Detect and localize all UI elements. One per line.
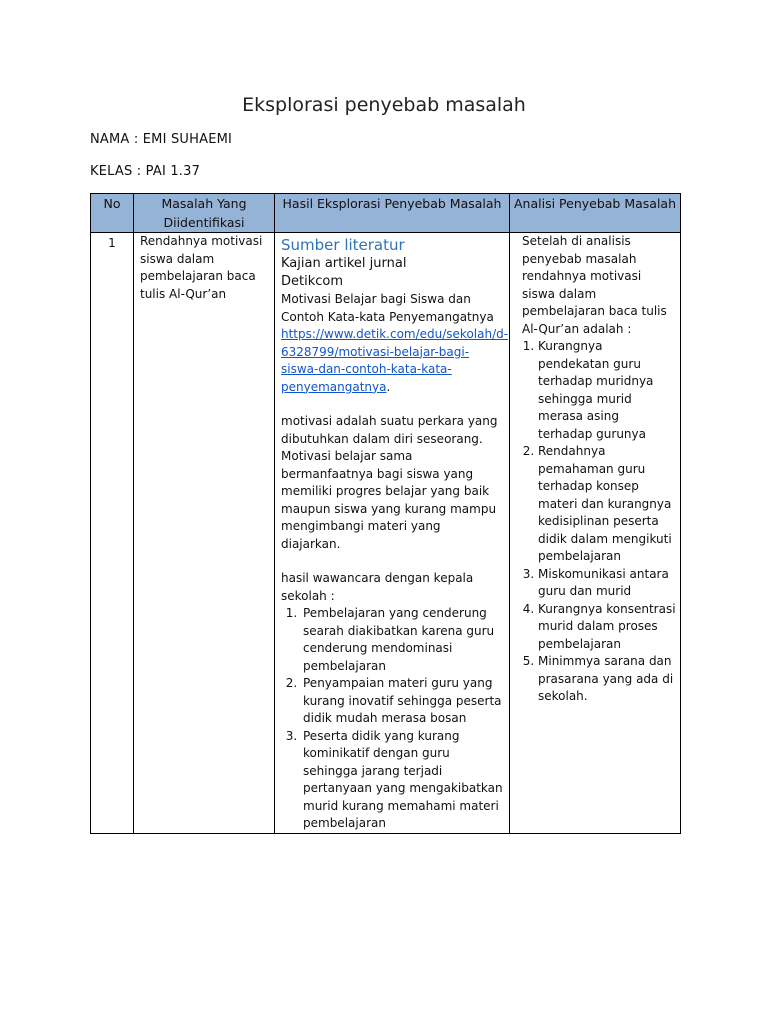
list-item: 1. Pembelajaran yang cenderung searah diakibatkan karena guru cenderung mendominasi pembelajaran — [301, 605, 503, 675]
header-no: No — [91, 194, 134, 233]
cell-masalah: Rendahnya motivasi siswa dalam pembelajaran baca tulis Al-Qur’an — [134, 233, 275, 834]
student-name: NAMA : EMI SUHAEMI — [90, 132, 233, 147]
problem-exploration-table — [90, 193, 681, 834]
student-class: KELAS : PAI 1.37 — [90, 164, 201, 179]
source-type: Kajian artikel jurnal — [281, 256, 407, 271]
interview-intro: hasil wawancara dengan kepala sekolah : — [281, 571, 474, 603]
article-link[interactable]: https://www.detik.com/edu/sekolah/d-6328799/motivasi-belajar-bagi-siswa-dan-contoh-kata-kata-penyemangatnya — [281, 327, 509, 394]
source-heading: Sumber literatur — [281, 236, 405, 254]
header-masalah: Masalah Yang Diidentifikasi — [134, 194, 275, 233]
table-row — [91, 233, 681, 834]
analysis-list — [516, 338, 676, 706]
list-item: 3. Miskomunikasi antara guru dan murid — [538, 566, 676, 601]
article-title: Motivasi Belajar bagi Siswa dan Contoh Kata-kata Penyemangatnya — [281, 292, 494, 324]
list-item: 3. Peserta didik yang kurang kominikatif dengan guru sehingga jarang terjadi pertanyaan yang mengakibatkan murid kurang memahami materi pembelajaran — [301, 728, 503, 833]
link-period: . — [386, 379, 391, 394]
document-title: Eksplorasi penyebab masalah — [242, 94, 526, 116]
analysis-intro: Setelah di analisis penyebab masalah rendahnya motivasi siswa dalam pembelajaran baca tulis Al-Qur’an adalah : — [522, 234, 667, 336]
spacer — [281, 396, 503, 413]
cell-analisi — [510, 233, 681, 834]
cell-no: 1 — [91, 233, 134, 834]
list-item: 1. Kurangnya pendekatan guru terhadap muridnya sehingga murid merasa asing terhadap gurunya — [538, 338, 676, 443]
table-header-row — [91, 194, 681, 233]
header-hasil: Hasil Eksplorasi Penyebab Masalah — [275, 194, 510, 233]
source-name: Detikcom — [281, 274, 344, 289]
header-analisi: Analisi Penyebab Masalah — [510, 194, 681, 233]
motivation-summary: motivasi adalah suatu perkara yang dibutuhkan dalam diri seseorang. Motivasi belajar sama bermanfaatnya bagi siswa yang memiliki progres belajar yang baik maupun siswa yang kurang mampu mengimbangi materi yang diajarkan. — [281, 414, 498, 551]
interview-list — [281, 605, 503, 833]
article-link-wrap — [281, 326, 509, 396]
spacer — [281, 553, 503, 570]
list-item: 4. Kurangnya konsentrasi murid dalam proses pembelajaran — [538, 601, 676, 654]
list-item: 2. Penyampaian materi guru yang kurang inovatif sehingga peserta didik mudah merasa bosan — [301, 675, 503, 728]
cell-hasil — [275, 233, 510, 834]
list-item: 5. Minimmya sarana dan prasarana yang ada di sekolah. — [538, 653, 676, 706]
list-item: 2. Rendahnya pemahaman guru terhadap konsep materi dan kurangnya kedisiplinan peserta didik dalam mengikuti pembelajaran — [538, 443, 676, 566]
